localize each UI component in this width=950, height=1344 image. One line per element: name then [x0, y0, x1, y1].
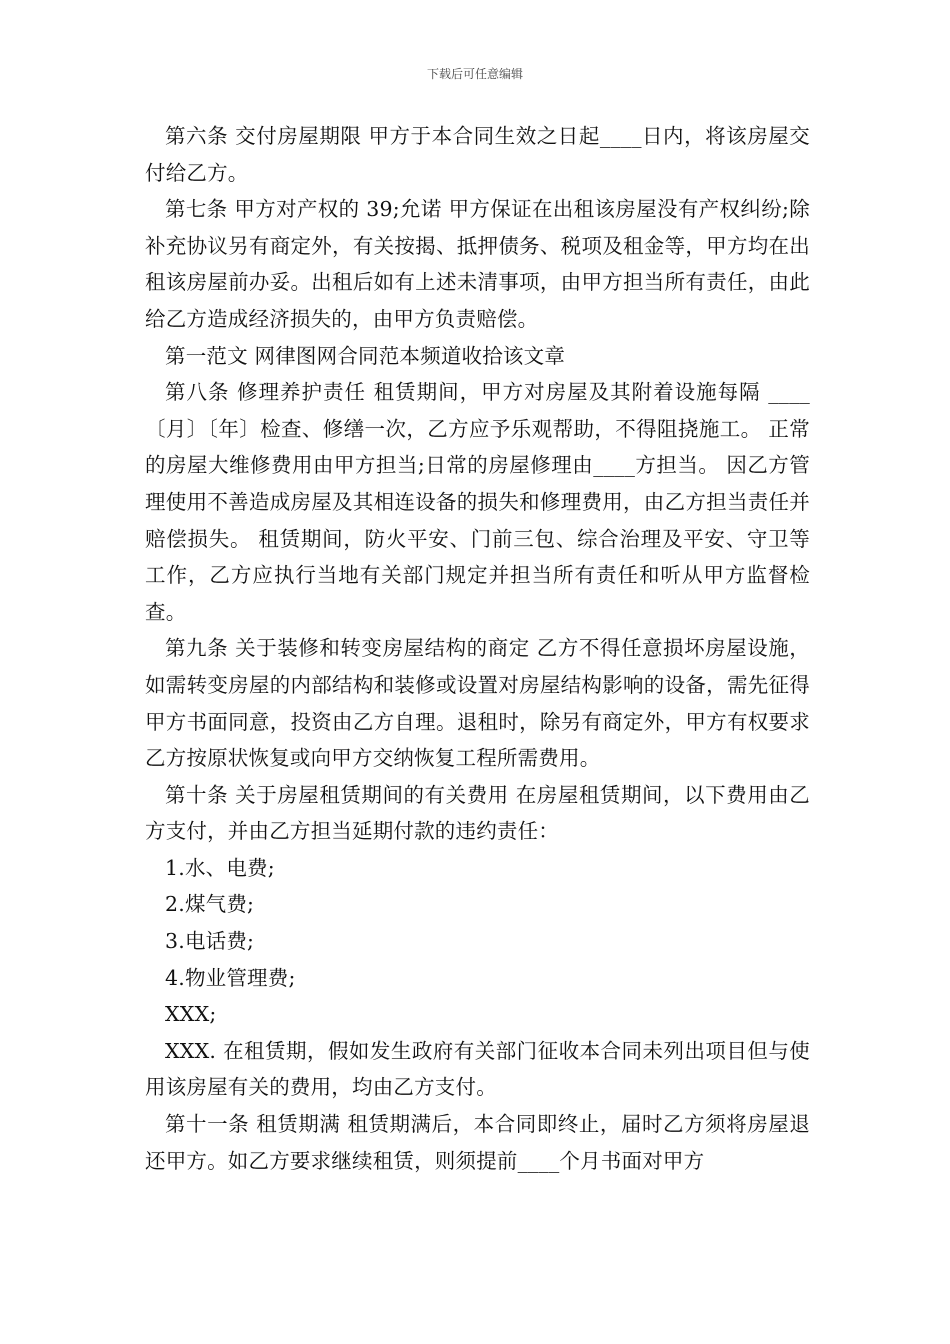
paragraph-source-note: 第一范文 网律图网合同范本频道收拾该文章 [165, 343, 566, 368]
paragraph-article-10: 第十条 关于房屋租赁期间的有关费用 在房屋租赁期间，以下费用由乙方支付，并由乙方担当延期付款的违约责任： [145, 782, 810, 844]
paragraph-article-6: 第六条 交付房屋期限 甲方于本合同生效之日起____日内，将该房屋交付给乙方。 [145, 124, 810, 185]
paragraph-other-fees: XXX. 在租赁期，假如发生政府有关部门征收本合同未列出项目但与使用该房屋有关的费用，均由乙方支付。 [145, 1038, 810, 1100]
list-item-property-management: 4.物业管理费; [165, 965, 296, 990]
paragraph-article-9: 第九条 关于装修和转变房屋结构的商定 乙方不得任意损坏房屋设施，如需转变房屋的内部结构和装修或设置对房屋结构影响的设备，需先征得甲方书面同意，投资由乙方自理。退租时，除另有商定外，甲方有权要求乙方按原状恢复或向甲方交纳恢复工程所需费用。 [145, 636, 810, 771]
paragraph-article-8: 第八条 修理养护责任 租赁期间，甲方对房屋及其附着设施每隔 ____〔月〕〔年〕检查、修缮一次，乙方应予乐观帮助，不得阻挠施工。 正常的房屋大维修费用由甲方担当;日常的房屋修理由____方担当。 因乙方管理使用不善造成房屋及其相连设备的损失和修理费用，由乙方担当责任并赔偿损失。 租赁期间，防火平安、门前三包、综合治理及平安、守卫等工作，乙方应执行当地有关部门规定并担当所有责任和听从甲方监督检查。 [145, 380, 810, 624]
page-header: 下载后可任意编辑 [426, 67, 523, 81]
list-item-water-electricity: 1.水、电费; [165, 855, 275, 880]
list-item-phone: 3.电话费; [165, 929, 255, 954]
document-body [145, 118, 810, 1179]
paragraph-article-11: 第十一条 租赁期满 租赁期满后，本合同即终止，届时乙方须将房屋退还甲方。如乙方要求继续租赁，则须提前____个月书面对甲方 [145, 1112, 810, 1173]
paragraph-article-7: 第七条 甲方对产权的 39;允诺 甲方保证在出租该房屋没有产权纠纷;除补充协议另有商定外，有关按揭、抵押债务、税项及租金等，甲方均在出租该房屋前办妥。出租后如有上述未清事项，由甲方担当所有责任，由此给乙方造成经济损失的，由甲方负责赔偿。 [145, 197, 810, 331]
list-item-xxx: XXX; [165, 1002, 217, 1027]
list-item-gas: 2.煤气费; [165, 892, 255, 917]
